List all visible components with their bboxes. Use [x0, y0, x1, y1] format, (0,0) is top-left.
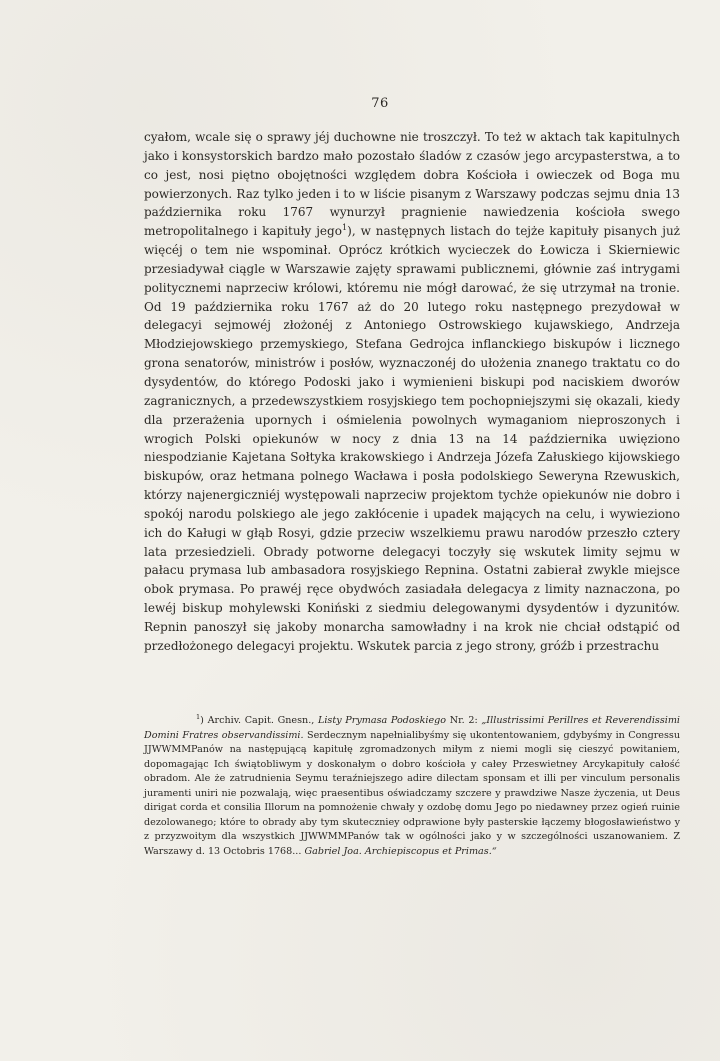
latin-salutation: „Illustrissimi Perillres et Reverendissimi Domini Fratres observandissimi. — [144, 715, 680, 741]
signature: Gabriel Joa. Archiepiscopus et Primas.“ — [304, 845, 497, 857]
body-paragraph — [144, 128, 680, 656]
body-text-part-1: cyałom, wcale się o sprawy jéj duchowne nie troszczył. To też w aktach tak kapitulnych jako i konsystorskich bardzo mało pozostało śladów z czasów jego arcypasterstwa, a to co jest, nosi piętno obojętności względem dobra Kościoła i owieczek od Boga mu powierzonych. Raz tylko jeden i to w liście pisanym z Warszawy podczas sejmu dnia 13 października roku 1767 wynurzył pragnienie nawiedzenia kościoła swego metropolitalnego i kapituły jego — [144, 130, 680, 239]
footnote-section — [144, 714, 680, 859]
main-text — [144, 128, 680, 656]
source-title: Listy Prymasa Podoskiego — [317, 715, 447, 726]
footnote — [144, 714, 680, 859]
source-reference: Nr. 2: — [446, 715, 482, 726]
footnote-lead: ) Archiv. Capit. Gnesn., — [200, 715, 318, 726]
body-text-part-2: ), w następnych listach do tejże kapituły pisanych już więcéj o tem nie wspominał. Oprócz krótkich wycieczek do Łowicza i Skierniewic przesiadywał ciągle w Warszawie zajęty sprawami publicznemi, głównie zaś intrygami politycznemi naprzeciw królowi, któremu nie mógł darować, że się utrzymał na tronie. Od 19 października roku 1767 aż do 20 lutego roku następnego prezydował w delegacyi sejmowéj złożonéj z Antoniego Ostrowskiego kujawskiego, Andrzeja Młodziejowskiego przemyskiego, Stefana Gedrojca inflanckiego biskupów i licznego grona senatorów, ministrów i posłów, wyznaczonéj do ułożenia znanego traktatu co do dysydentów, do którego Podoski jako i wymienieni biskupi pod naciskiem dworów zagranicznych, a przedewszystkiem rosyjskiego tem pochopniejszymi się okazali, kiedy dla przerażenia upornych i ośmielenia powolnych wymaganiom nieproszonych i wrogich Polski opiekunów w nocy z dnia 13 na 14 października uwięziono niespodzianie Kajetana Sołtyka krakowskiego i Andrzeja Józefa Załuskiego kijowskiego biskupów, oraz hetmana polnego Wacława i posła podolskiego Seweryna Rzewuskich, którzy najenergiczniéj występowali naprzeciw projektom tychże opiekunów nie dobro i spokój narodu polskiego ale jego zakłócenie i upadek mających na celu, i wywieziono ich do Kaługi w głąb Rosyi, gdzie przeciw wszelkiemu prawu narodów przeszło cztery lata przesiedzieli. Obrady potworne delegacyi toczyły się wskutek limity sejmu w pałacu prymasa lub ambasadora rosyjskiego Repnina. Ostatni zabierał zwykle miejsce obok prymasa. Po prawéj ręce obydwóch zasiadała delegacya z limity naznaczona, po lewéj biskup mohylewski Koniński z siedmiu delegowanymi dysydentów i dyzunitów. Repnin panoszył się jakoby monarcha samowładny i na krok nie chciał odstąpić od przedłożonego delegacyi projektu. Wskutek parcia z jego strony, gróźb i przestrachu — [144, 224, 680, 653]
footnote-marker: 1 — [196, 712, 201, 721]
page-number: 76 — [371, 96, 389, 111]
footnote-body: Serdecznym napełnialibyśmy się ukontentowaniem, gdybyśmy in Congressu JJWWMMPanów na następującą kapitułę zgromadzonych miłym z niemi mogli się cieszyć powitaniem, dopomagając Ich świątobliwym y doskonałym o dobro kościoła y całey Przeswietney Arcykapituły całość obradom. Ale że zatrudnienia Seymu teraźniejszego adire dilectam sponsam et illi per vinculum personalis juramenti uniri nie pozwalają, więc praesentibus oświadczamy szczere y prawdziwe Nasze życzenia, ut Deus dirigat corda et consilia Illorum na pomnożenie chwały y ozdobę domu Jego po niedawney przez ogień ruinie dezolowanego; które to obrady aby tym skuteczniey odprawione były pasterskie łączemy błogosławieństwo y z przyzwoitym dla wszystkich JJWWMMPanów tak w ogólności jako y w szczególności uszanowaniem. Z Warszawy d. 13 Octobris 1768... — [144, 729, 681, 857]
footnote-reference: 1 — [341, 222, 348, 233]
